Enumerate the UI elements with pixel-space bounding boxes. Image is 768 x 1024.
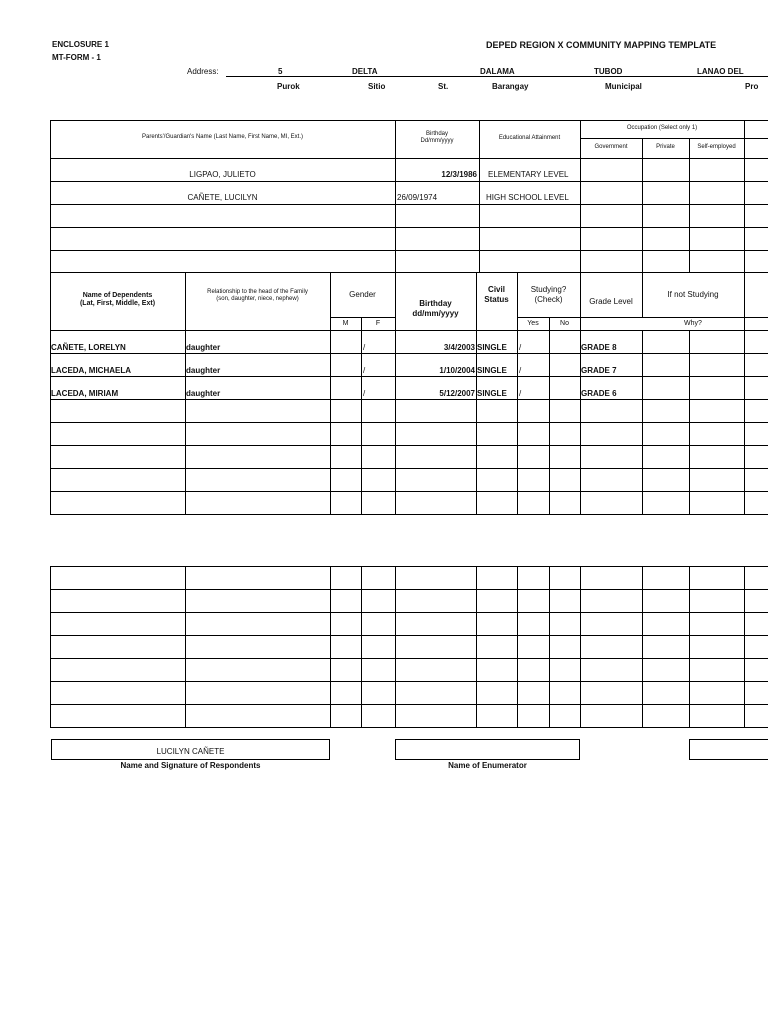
enumerator-caption: Name of Enumerator (448, 761, 527, 770)
header-not-studying: If not Studying (667, 290, 719, 299)
respondent-name: LUCILYN CAÑETE (156, 747, 225, 756)
dependent-row-2-civil: SINGLE (477, 366, 507, 375)
header-relationship: Relationship to the head of the Family (son, daughter, niece, nephew) (207, 289, 308, 303)
dependent-row-1-civil: SINGLE (477, 343, 507, 352)
dependent-row-2-f: / (363, 366, 366, 375)
dependent-row-1-name: CAÑETE, LORELYN (51, 343, 126, 352)
dependent-row-3-yes: / (519, 389, 522, 398)
dependent-row-2-birthday: 1/10/2004 (439, 366, 475, 375)
header-occ-private: Private (656, 144, 675, 150)
address-purok-value: 5 (278, 67, 283, 76)
parent-row-2-birthday: 26/09/1974 (397, 193, 438, 202)
caption-purok: Purok (277, 82, 300, 91)
dependent-row-3-f: / (363, 389, 366, 398)
header-gender-m: M (342, 320, 349, 327)
caption-barangay: Barangay (492, 82, 529, 91)
caption-province: Pro (745, 82, 759, 91)
header-occ-self: Self-employed (697, 144, 736, 150)
header-grade-level: Grade Level (589, 297, 633, 306)
caption-municipal: Municipal (605, 82, 642, 91)
dependent-row-1-grade: GRADE 8 (581, 343, 617, 352)
parent-row-1-birthday: 12/3/1986 (441, 170, 477, 179)
header-gender-f: F (375, 320, 381, 327)
parent-row-2-education: HIGH SCHOOL LEVEL (486, 193, 569, 202)
header-occupation: Occupation (Select only 1) (626, 125, 698, 131)
enumerator-box[interactable] (395, 739, 580, 760)
address-municipal-value: TUBOD (594, 67, 623, 76)
header-studying-no: No (560, 320, 569, 327)
dependent-row-1-relationship: daughter (186, 343, 221, 352)
header-dependent-birthday: Birthday dd/mm/yyyy (412, 299, 459, 319)
dependent-row-2-grade: GRADE 7 (581, 366, 617, 375)
dependent-row-3-relationship: daughter (186, 389, 221, 398)
dependent-row-1-f: / (363, 343, 366, 352)
header-education: Educational Attainment (498, 135, 561, 141)
header-parent-name: Parents'/Guardian's Name (Last Name, First Name, MI, Ext.) (141, 134, 303, 140)
header-dependent-name: Name of Dependents (Lat, First, Middle, Ext) (79, 292, 156, 308)
header-civil-status: Civil Status (484, 285, 509, 305)
header-studying-yes: Yes (527, 320, 539, 327)
caption-sitio: Sitio (368, 82, 386, 91)
address-province-value: LANAO DEL (697, 67, 744, 76)
dependent-row-1-birthday: 3/4/2003 (443, 343, 475, 352)
dependent-row-3-civil: SINGLE (477, 389, 507, 398)
dependent-row-3-grade: GRADE 6 (581, 389, 617, 398)
parent-row-1-name: LIGPAO, JULIETO (189, 170, 256, 179)
parent-row-2-name: CAÑETE, LUCILYN (187, 193, 258, 202)
dependent-row-3-name: LACEDA, MIRIAM (51, 389, 119, 398)
caption-st: St. (438, 82, 449, 91)
dependent-row-1-yes: / (519, 343, 522, 352)
address-label: Address: (187, 67, 219, 76)
respondent-caption: Name and Signature of Respondents (120, 761, 261, 770)
dependent-row-2-name: LACEDA, MICHAELA (51, 366, 131, 375)
header-gender: Gender (349, 290, 376, 299)
header-parent-birthday: Birthday Dd/mm/yyyy (420, 131, 454, 145)
address-sitio-value: DELTA (352, 67, 378, 76)
header-studying: Studying? (Check) (530, 285, 567, 305)
third-signature-box[interactable] (689, 739, 768, 760)
enclosure-label: ENCLOSURE 1 (52, 40, 109, 49)
header-occ-government: Government (594, 144, 628, 150)
page-title: DEPED REGION X COMMUNITY MAPPING TEMPLATE (486, 40, 717, 50)
address-underline (226, 76, 768, 77)
dependent-row-2-relationship: daughter (186, 366, 221, 375)
dependent-row-3-birthday: 5/12/2007 (439, 389, 475, 398)
header-why: Why? (684, 320, 702, 327)
address-barangay-value: DALAMA (480, 67, 515, 76)
dependent-row-2-yes: / (519, 366, 522, 375)
form-label: MT-FORM - 1 (52, 53, 101, 62)
parent-row-1-education: ELEMENTARY LEVEL (488, 170, 569, 179)
